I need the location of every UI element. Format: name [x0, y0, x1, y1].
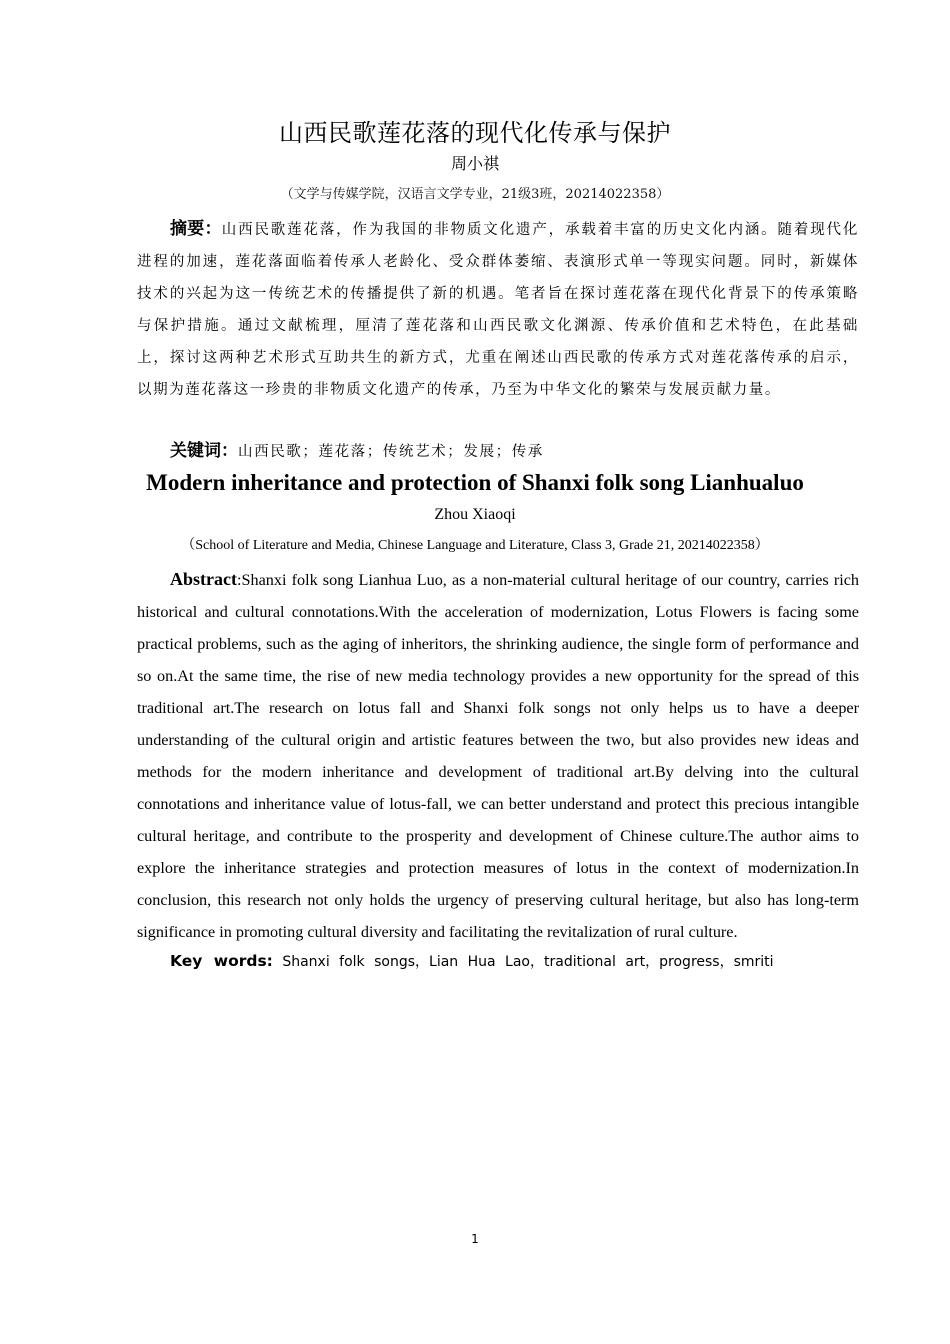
english-keywords-label: Key words: [170, 952, 273, 970]
english-keywords [170, 946, 774, 977]
english-abstract [137, 563, 859, 948]
english-abstract-text: :Shanxi folk song Lianhua Luo, as a non-material cultural heritage of our country, carries rich historical and cultural connotations.With the acceleration of modernization, Lotus Flowers is facing some practical problems, such as the aging of inheritors, the shrinking audience, the single form of performance and so on.At the same time, the rise of new media technology provides a new opportunity for the spread of this traditional art.The research on lotus fall and Shanxi folk songs not only helps us to have a deeper understanding of the cultural origin and artistic features between the two, but also provides new ideas and methods for the modern inheritance and development of traditional art.By delving into the cultural connotations and inheritance value of lotus-fall, we can better understand and protect this precious intangible cultural heritage, and contribute to the prosperity and development of Chinese culture.The author aims to explore the inheritance strategies and protection measures of lotus in the context of modernization.In conclusion, this research not only holds the urgency of preserving cultural heritage, but also has long-term significance in promoting cultural diversity and facilitating the revitalization of rural culture. [137, 571, 859, 941]
chinese-abstract-text: 山西民歌莲花落，作为我国的非物质文化遗产，承载着丰富的历史文化内涵。随着现代化进程的加速，莲花落面临着传承人老龄化、受众群体萎缩、表演形式单一等现实问题。同时，新媒体技术的兴起为这一传统艺术的传播提供了新的机遇。笔者旨在探讨莲花落在现代化背景下的传承策略与保护措施。通过文献梳理，厘清了莲花落和山西民歌文化渊源、传承价值和艺术特色，在此基础上，探讨这两种艺术形式互助共生的新方式，尤重在阐述山西民歌的传承方式对莲花落传承的启示，以期为莲花落这一珍贵的非物质文化遗产的传承，乃至为中华文化的繁荣与发展贡献力量。 [137, 222, 860, 398]
chinese-title: 山西民歌莲花落的现代化传承与保护 [279, 119, 671, 147]
chinese-keywords-label: 关键词： [170, 441, 238, 461]
page-number: 1 [471, 1232, 479, 1246]
english-keywords-text: Shanxi folk songs，Lian Hua Lao，traditional art，progress，smriti [272, 954, 774, 970]
chinese-keywords [170, 436, 544, 467]
english-title: Modern inheritance and protection of Shanxi folk song Lianhualuo [146, 470, 804, 495]
chinese-abstract-label: 摘要： [170, 219, 222, 239]
chinese-keywords-text: 山西民歌；莲花落；传统艺术；发展；传承 [238, 444, 544, 460]
chinese-author: 周小祺 [450, 154, 499, 173]
english-author: Zhou Xiaoqi [434, 506, 516, 523]
english-affiliation: （School of Literature and Media, Chinese Language and Literature, Class 3, Grade 21, 20214022358） [181, 538, 769, 553]
chinese-abstract [137, 213, 859, 406]
chinese-affiliation: （文学与传媒学院，汉语言文学专业，21级3班，20214022358） [280, 187, 670, 202]
english-abstract-label: Abstract [170, 569, 237, 589]
